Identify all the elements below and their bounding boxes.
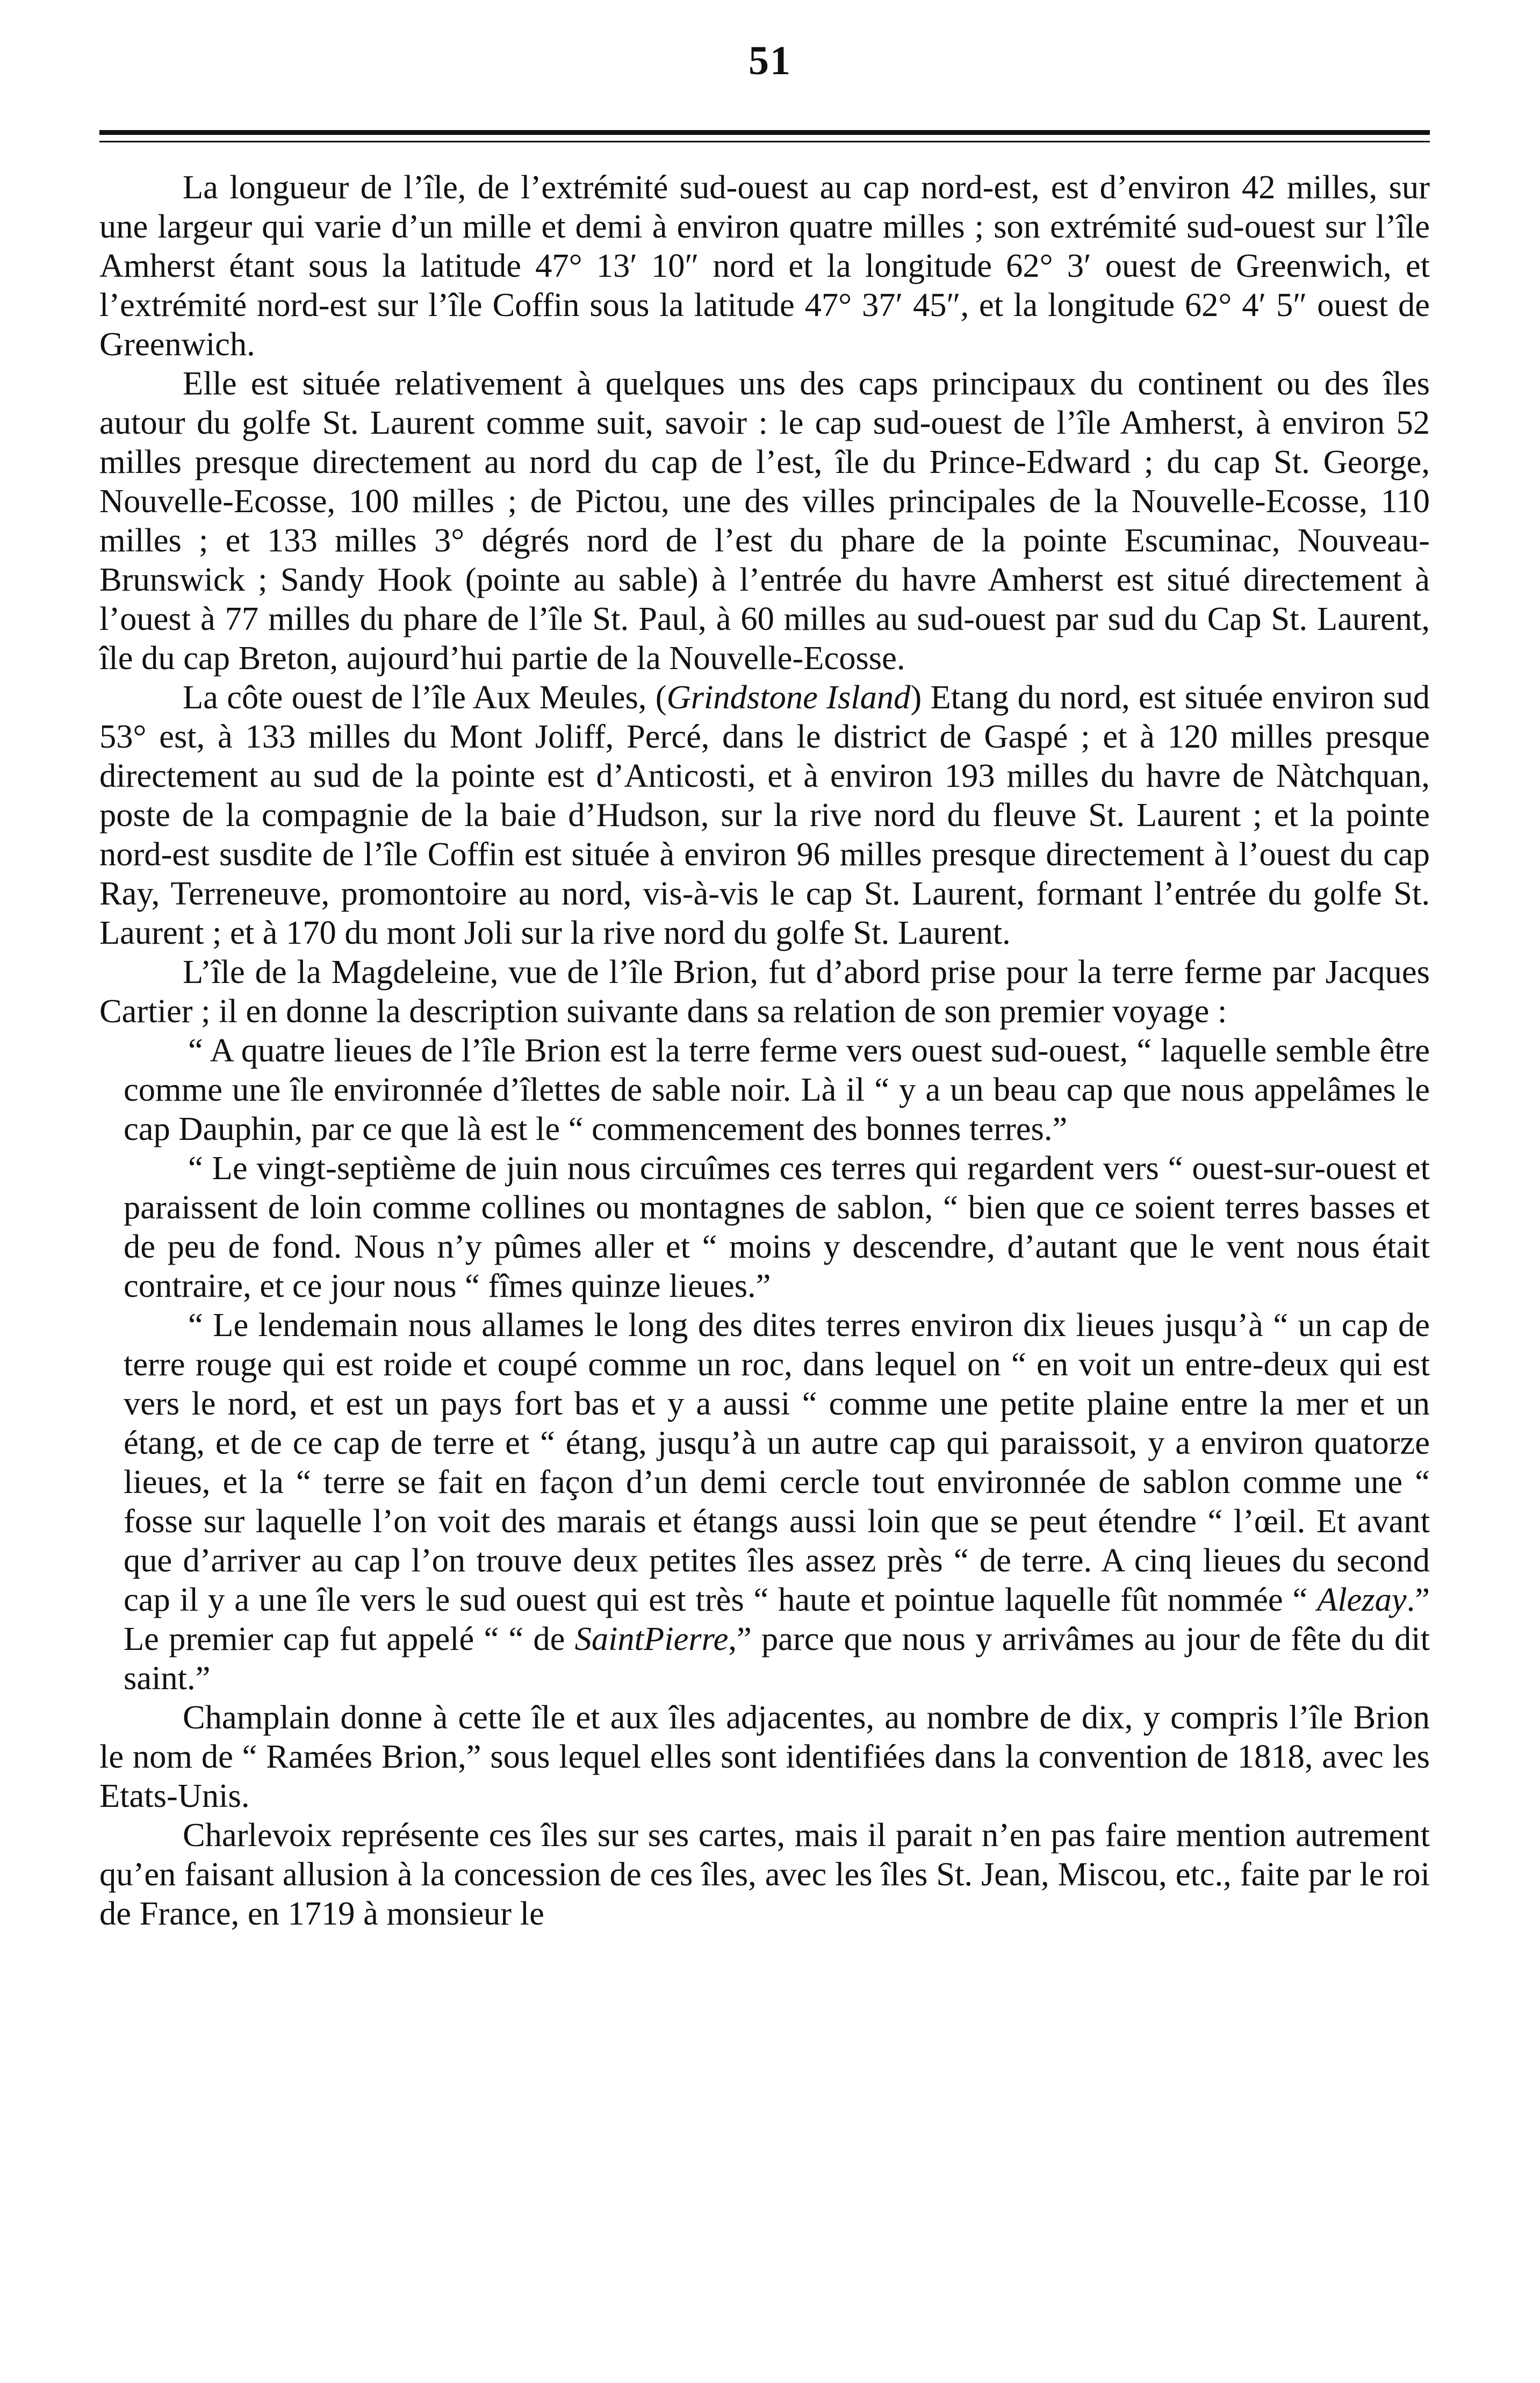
paragraph-charlevoix: Charlevoix représente ces îles sur ses cartes, mais il parait n’en pas faire mention autrement qu’en faisant allusion à la concession de ces îles, avec les îles St. Jean, Miscou, etc., faite par le roi de France, en 1719 à monsieur le: [99, 1816, 1430, 1932]
quote-june-27: “ Le vingt-septième de juin nous circuîmes ces terres qui regardent vers “ ouest-sur-ouest et paraissent de loin comme collines ou montagnes de sablon, “ bien que ce soient terres basses et de peu de fond. Nous n’y pûmes aller et “ moins y descendre, d’autant que le vent nous était contraire, et ce jour nous “ fîmes quinze lieues.”: [124, 1149, 1430, 1304]
quote-next-day-text: “ Le lendemain nous allames le long des dites terres environ dix lieues jusqu’à “ un cap de terre rouge qui est roide et coupé comme un roc, dans lequel on “ en voit un entre-deux qui est vers le nord, et est un pays fort bas et y a aussi “ comme une petite plaine entre la mer et un étang, et de ce cap de terre et “ étang, jusqu’à un autre cap qui paraissoit, y a environ quatorze lieues, et la “ terre se fait en façon d’un demi cercle tout environnée de sablon comme une “ fosse sur laquelle l’on voit des marais et étangs aussi loin que se peut étendre “ l’œil. Et avant que d’arriver au cap l’on trouve deux petites îles assez près “ de terre. A cinq lieues du second cap il y a une île vers le sud ouest qui est très “ haute et pointue laquelle fût nommée “: [124, 1306, 1430, 1618]
header-rule-thin: [99, 141, 1430, 142]
page-number: 51: [749, 38, 791, 83]
header-rule-thick: [99, 130, 1430, 135]
paragraph-west-coast-after: ) Etang du nord, est située environ sud 53° est, à 133 milles du Mont Joliff, Percé, dans le district de Gaspé ; et à 120 milles presque directement au sud de la pointe est d’Anticosti, et à environ 193 milles du havre de Nàtchquan, poste de la compagnie de la baie d’Hudson, sur la rive nord du fleuve St. Laurent ; et la pointe nord-est susdite de l’île Coffin est située à environ 96 milles presque directement à l’ouest du cap Ray, Terreneuve, promontoire au nord, vis-à-vis le cap St. Laurent, formant l’entrée du golfe St. Laurent ; et à 170 du mont Joli sur la rive nord du golfe St. Laurent.: [99, 678, 1430, 951]
paragraph-relative-position: Elle est située relativement à quelques uns des caps principaux du continent ou des îles autour du golfe St. Laurent comme suit, savoir : le cap sud-ouest de l’île Amherst, à environ 52 milles presque directement au nord du cap de l’est, île du Prince-Edward ; du cap St. George, Nouvelle-Ecosse, 100 milles ; de Pictou, une des villes principales de la Nouvelle-Ecosse, 110 milles ; et 133 milles 3° dégrés nord de l’est du phare de la pointe Escuminac, Nouveau-Brunswick ; Sandy Hook (pointe au sable) à l’entrée du havre Amherst est situé directement à l’ouest à 77 milles du phare de l’île St. Paul, à 60 milles au sud-ouest par sud du Cap St. Laurent, île du cap Breton, aujourd’hui partie de la Nouvelle-Ecosse.: [99, 364, 1430, 677]
grindstone-island-italic: Grindstone Island: [666, 678, 911, 716]
alezay-italic: Alezay: [1317, 1581, 1407, 1618]
quote-next-day-mid: .” Le premier cap fut appelé “ “ de: [124, 1581, 1430, 1657]
quote-cap-dauphin: “ A quatre lieues de l’île Brion est la terre ferme vers ouest sud-ouest, “ laquelle semble être comme une île environnée d’îlettes de sable noir. Là il “ y a un beau cap que nous appelâmes le cap Dauphin, par ce que là est le “ commencement des bonnes terres.”: [124, 1031, 1430, 1147]
body-text: [99, 168, 1430, 1933]
paragraph-island-length: La longueur de l’île, de l’extrémité sud-ouest au cap nord-est, est d’environ 42 milles, sur une largeur qui varie d’un mille et demi à environ quatre milles ; son extrémité sud-ouest sur l’île Amherst étant sous la latitude 47° 13′ 10″ nord et la longitude 62° 3′ ouest de Greenwich, et l’extrémité nord-est sur l’île Coffin sous la latitude 47° 37′ 45″, et la longitude 62° 4′ 5″ ouest de Greenwich.: [99, 168, 1430, 363]
paragraph-cartier-intro: L’île de la Magdeleine, vue de l’île Brion, fut d’abord prise pour la terre ferme par Jacques Cartier ; il en donne la description suivante dans sa relation de son premier voyage :: [99, 953, 1430, 1030]
paragraph-champlain: Champlain donne à cette île et aux îles adjacentes, au nombre de dix, y compris l’île Brion le nom de “ Ramées Brion,” sous lequel elles sont identifiées dans la convention de 1818, avec les Etats-Unis.: [99, 1698, 1430, 1814]
quote-next-day: [99, 1305, 1430, 1698]
saint-pierre-italic: SaintPierre: [574, 1620, 729, 1657]
paragraph-west-coast: [99, 678, 1430, 952]
paragraph-west-coast-before: La côte ouest de l’île Aux Meules, (: [183, 678, 667, 716]
quote-next-day-end: ,” parce que nous y arrivâmes au jour de fête du dit saint.”: [124, 1620, 1430, 1697]
